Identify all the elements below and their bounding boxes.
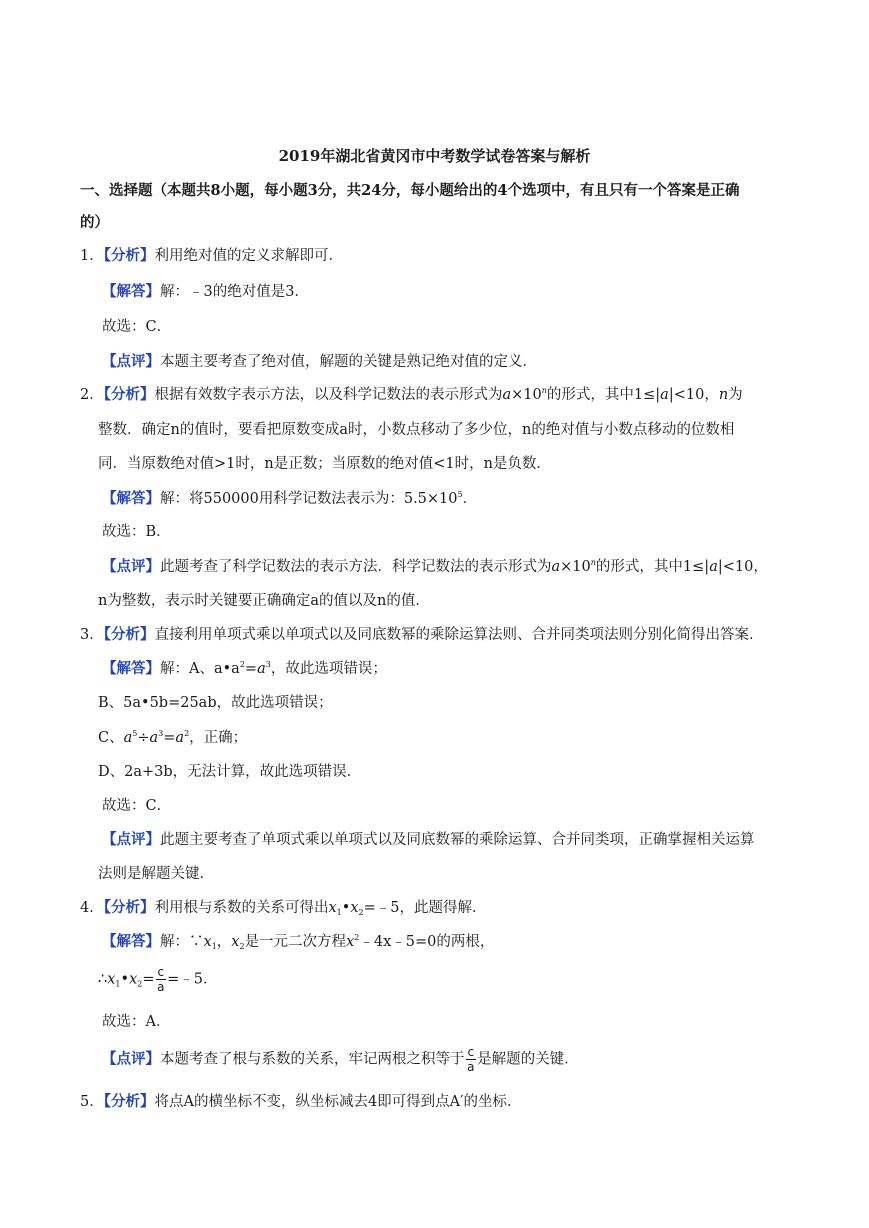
analysis-tag: 【分析】	[103, 247, 155, 264]
q3-analysis: 3．【分析】直接利用单项式乘以单项式以及同底数幂的乘除运算法则、合并同类项法则分别化简得出答案．	[80, 626, 764, 643]
q2-analysis-line2: 整数．确定n的值时，要看把原数变成a时，小数点移动了多少位，n的绝对值与小数点移动的位数相	[98, 422, 735, 438]
q4-analysis: 4．【分析】利用根与系数的关系可得出$x_1•x_2=﹣5$，此题得解．	[80, 899, 487, 917]
q2-analysis-line3: 同．当原数绝对值>1时，n是正数；当原数的绝对值<1时，n是负数．	[98, 456, 551, 472]
solution-tag: 【解答】	[102, 660, 160, 677]
q2-solution: 【解答】解：将550000用科学记数法表示为：$5.5\times 10^5$．	[102, 490, 478, 507]
fraction-c-over-a: $\frac{c}{a}$	[157, 965, 165, 994]
q3-comment-line2: 法则是解题关键．	[98, 866, 214, 882]
question-number: 3．	[80, 627, 104, 643]
solution-tag: 【解答】	[102, 283, 160, 300]
analysis-tag: 【分析】	[103, 626, 155, 643]
q1-solution: 【解答】解：﹣3的绝对值是3．	[102, 283, 309, 300]
q1-analysis: 1．【分析】利用绝对值的定义求解即可．	[80, 247, 343, 264]
question-number: 2．	[80, 387, 104, 403]
comment-tag: 【点评】	[102, 831, 160, 848]
q4-comment: 【点评】本题考查了根与系数的关系，牢记两根之积等于 $\frac{c}{a}$ 是解题的关键．	[102, 1045, 579, 1074]
analysis-tag: 【分析】	[103, 1093, 155, 1110]
q1-choice: 故选：C．	[102, 319, 172, 335]
q3-option-c: C、$a^5\div a^3=a^2$，正确；	[98, 729, 248, 746]
q2-choice: 故选：B．	[102, 524, 171, 540]
q1-comment: 【点评】本题主要考查了绝对值，解题的关键是熟记绝对值的定义．	[102, 353, 537, 370]
question-number: 5．	[80, 1094, 104, 1110]
comment-tag: 【点评】	[102, 558, 160, 575]
question-number: 1．	[80, 248, 104, 264]
section-heading: 一、选择题（本题共8小题，每小题3分，共24分，每小题给出的4个选项中，有且只有一个答案是正确	[80, 182, 740, 199]
q2-comment: 【点评】此题考查了科学记数法的表示方法．科学记数法的表示形式为$a\times 10^n$的形式，其中1≤|a|<10，	[102, 558, 768, 575]
q4-solution: 【解答】解：$\because x_1$，$x_2$是一元二次方程$x^2﹣4x﹣5=0$的两根，	[102, 933, 495, 951]
solution-tag: 【解答】	[102, 933, 160, 950]
solution-tag: 【解答】	[102, 490, 160, 507]
comment-tag: 【点评】	[102, 1050, 160, 1068]
q5-analysis: 5．【分析】将点A的横坐标不变，纵坐标减去4即可得到点A′的坐标．	[80, 1093, 522, 1110]
q3-option-d: D、2a+3b，无法计算，故此选项错误．	[98, 764, 362, 780]
q2-analysis: 2．【分析】根据有效数字表示方法，以及科学记数法的表示形式为$a\times 10^n$的形式，其中1≤|a|<10，n为	[80, 386, 743, 403]
fraction-c-over-a: $\frac{c}{a}$	[467, 1045, 475, 1074]
comment-tag: 【点评】	[102, 353, 160, 370]
question-number: 4．	[80, 900, 104, 916]
q3-solution: 【解答】解：A、$a•a^2=a^3$，故此选项错误；	[102, 660, 387, 677]
section-heading-cont: 的）	[80, 214, 109, 231]
q4-therefore: $\therefore x_1•x_2=$ $\frac{c}{a}$ =﹣5．	[98, 965, 218, 994]
q3-choice: 故选：C．	[102, 798, 172, 814]
q3-comment: 【点评】此题主要考查了单项式乘以单项式以及同底数幂的乘除运算、合并同类项，正确掌握相关运算	[102, 831, 755, 848]
q2-comment-line2: n为整数，表示时关键要正确确定a的值以及n的值．	[98, 593, 430, 609]
page-title: 2019年湖北省黄冈市中考数学试卷答案与解析	[278, 147, 591, 165]
q4-choice: 故选：A．	[102, 1014, 171, 1030]
q3-option-b: B、5a•5b=25ab，故此选项错误；	[98, 695, 333, 711]
analysis-tag: 【分析】	[103, 386, 155, 403]
analysis-tag: 【分析】	[103, 899, 155, 916]
